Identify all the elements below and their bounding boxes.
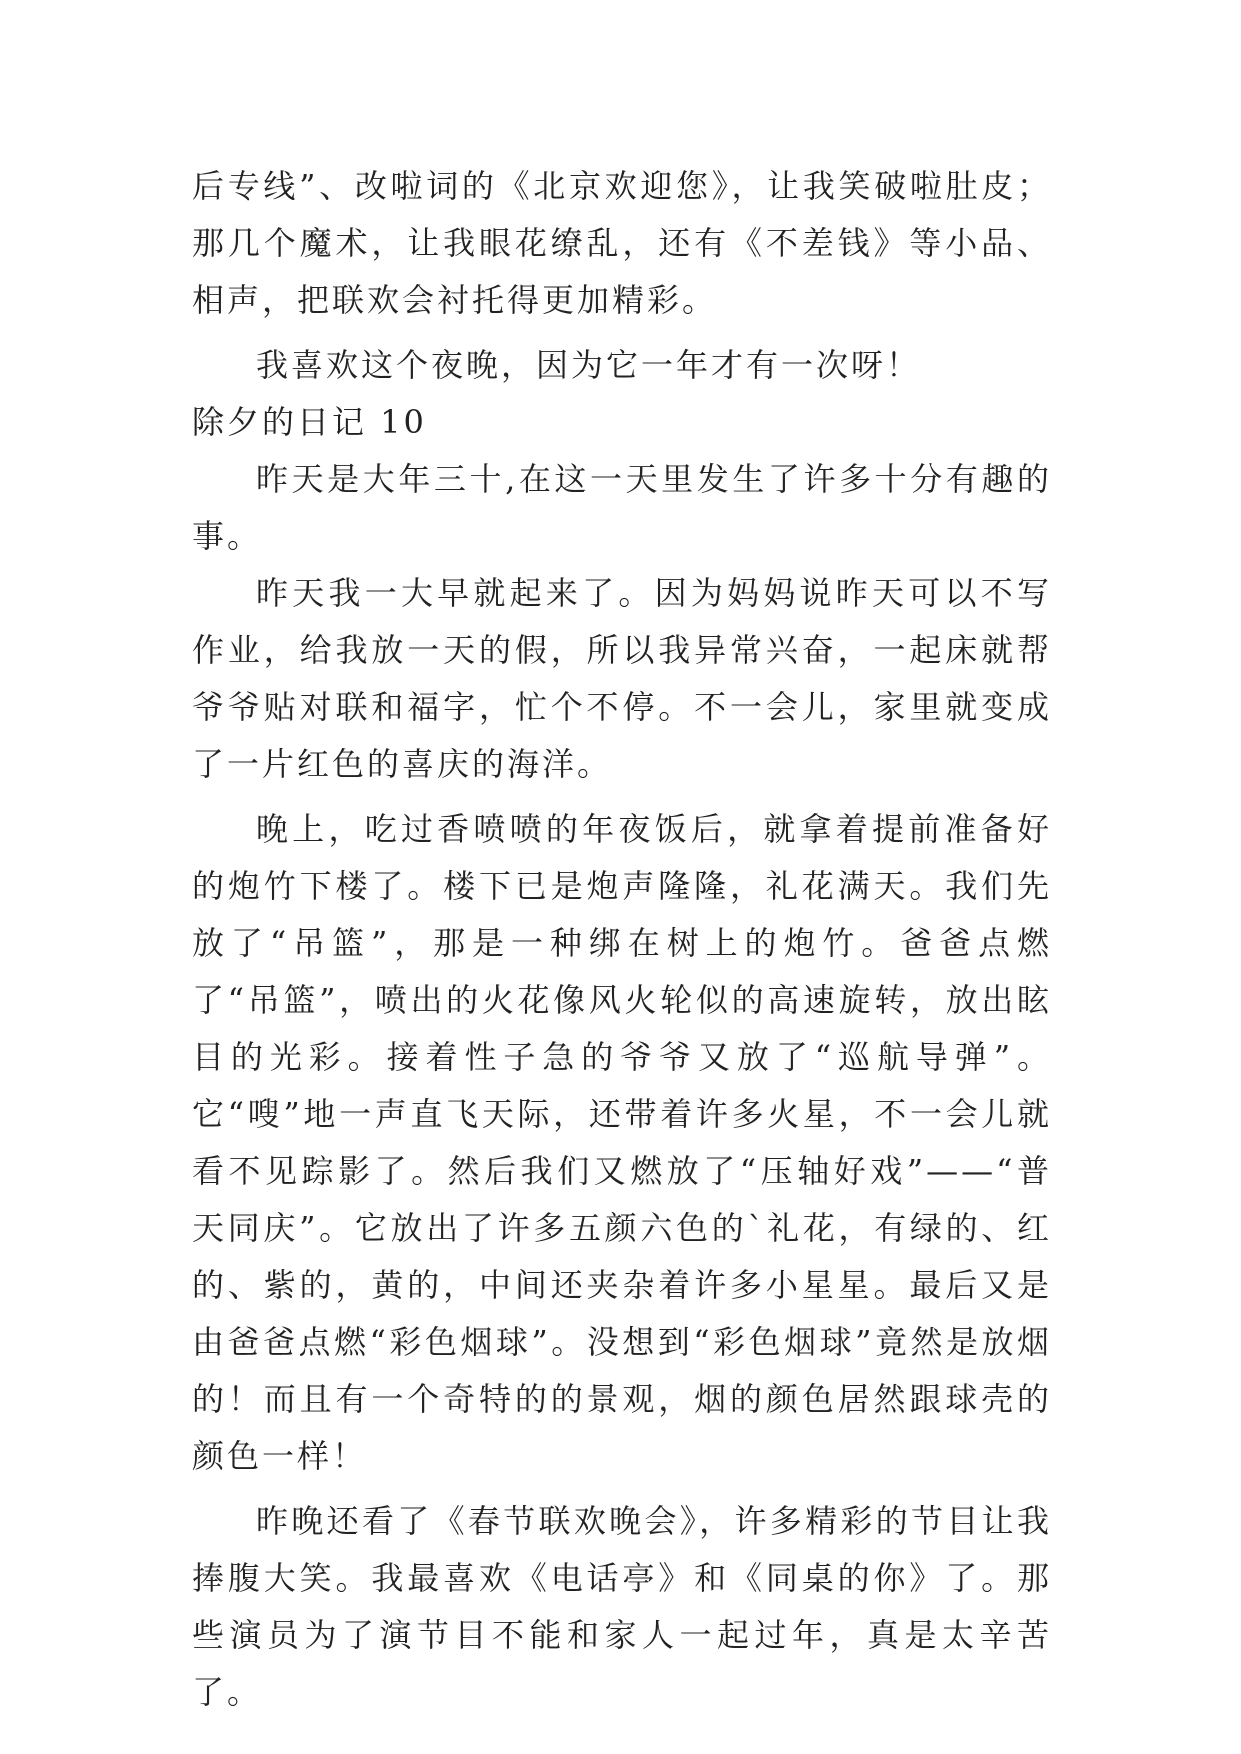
paragraph-continued: 后专线”、改啦词的《北京欢迎您》，让我笑破啦肚皮；那几个魔术，让我眼花缭乱，还有《不差钱》等小品、相声，把联欢会衬托得更加精彩。	[192, 167, 1052, 319]
paragraph: 昨天是大年三十,在这一天里发生了许多十分有趣的事。	[192, 460, 1052, 555]
paragraph: 我喜欢这个夜晚，因为它一年才有一次呀！	[256, 346, 922, 384]
document-body	[192, 158, 1052, 1721]
section-title: 除夕的日记 10	[192, 403, 427, 441]
paragraph: 昨天我一大早就起来了。因为妈妈说昨天可以不写作业，给我放一天的假，所以我异常兴奋，一起床就帮爷爷贴对联和福字，忙个不停。不一会儿，家里就变成了一片红色的喜庆的海洋。	[192, 574, 1052, 783]
paragraph: 晚上，吃过香喷喷的年夜饭后，就拿着提前准备好的炮竹下楼了。楼下已是炮声隆隆，礼花满天。我们先放了“吊篮”，那是一种绑在树上的炮竹。爸爸点燃了“吊篮”，喷出的火花像风火轮似的高速旋转，放出眩目的光彩。接着性子急的爷爷又放了“巡航导弹”。它“嗖”地一声直飞天际，还带着许多火星，不一会儿就看不见踪影了。然后我们又燃放了“压轴好戏”——“普天同庆”。它放出了许多五颜六色的`礼花，有绿的、红的、紫的，黄的，中间还夹杂着许多小星星。最后又是由爸爸点燃“彩色烟球”。没想到“彩色烟球”竟然是放烟的！而且有一个奇特的的景观，烟的颜色居然跟球壳的颜色一样！	[192, 810, 1052, 1475]
paragraph: 昨晚还看了《春节联欢晚会》，许多精彩的节目让我捧腹大笑。我最喜欢《电话亭》和《同桌的你》了。那些演员为了演节目不能和家人一起过年，真是太辛苦了。	[192, 1502, 1052, 1711]
